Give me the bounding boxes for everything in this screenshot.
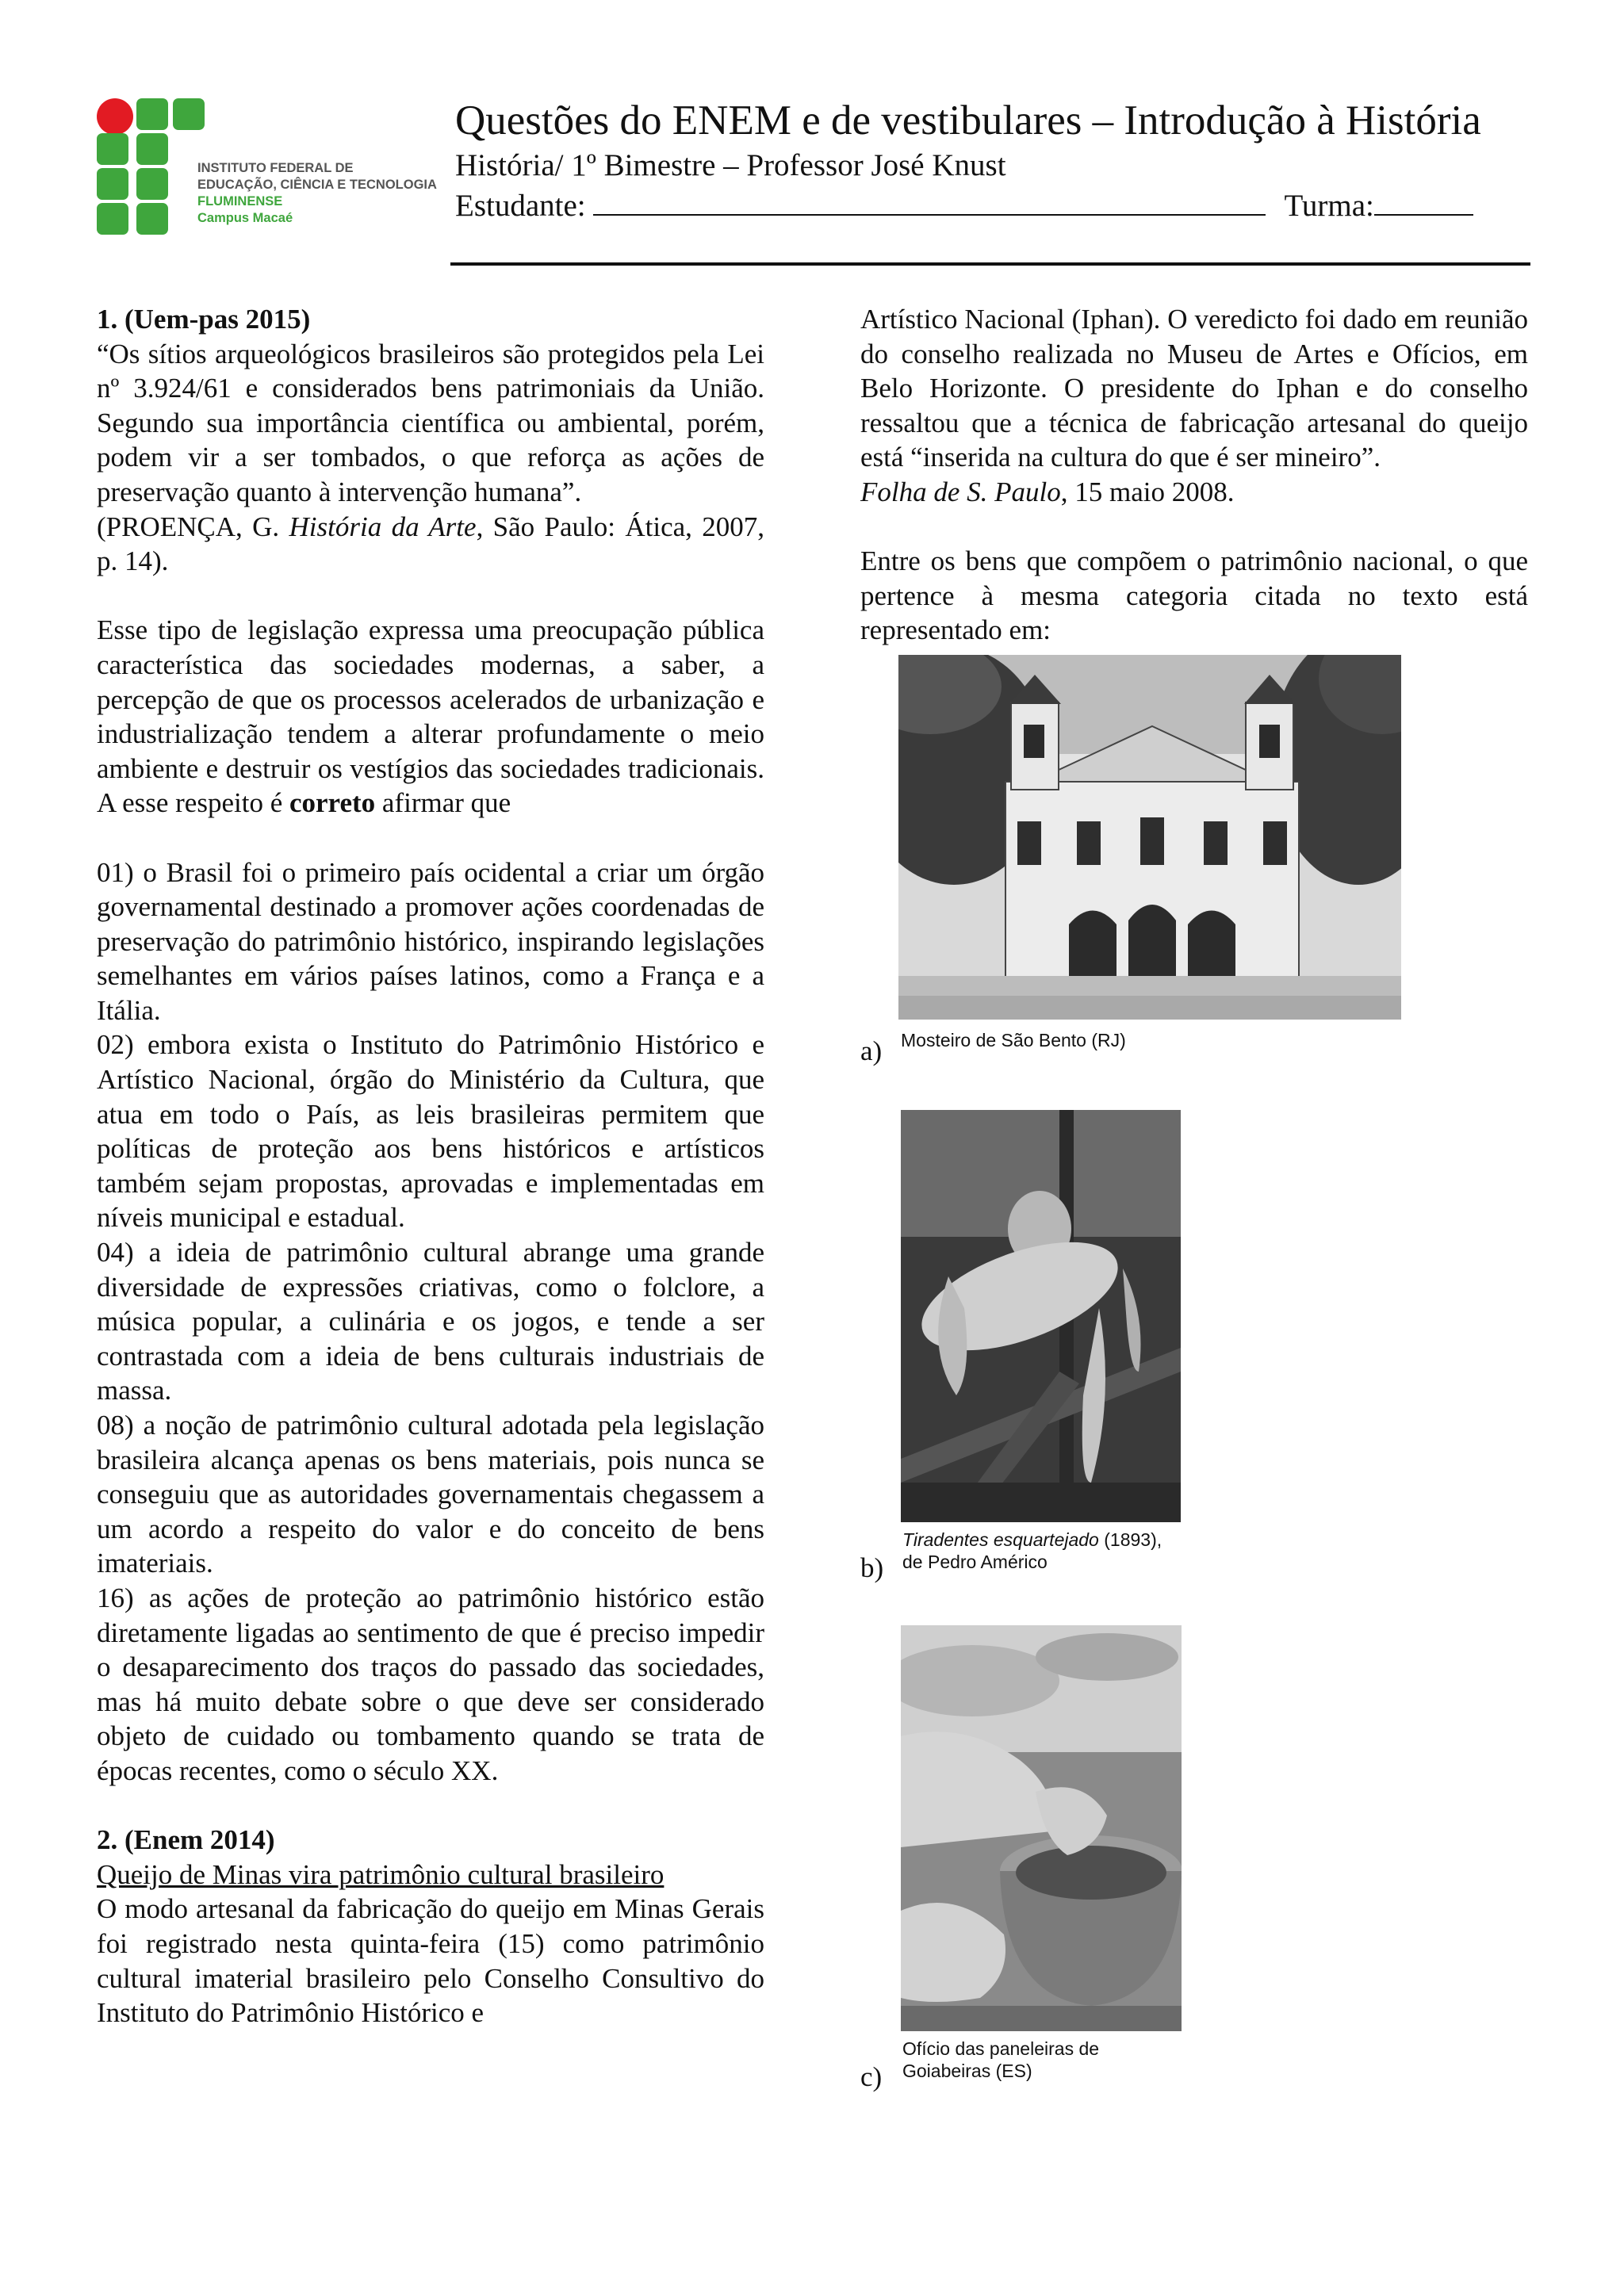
document-title: Questões do ENEM e de vestibulares – Introdução à História	[455, 98, 1481, 144]
q2-article-title: Queijo de Minas vira patrimônio cultural brasileiro	[97, 1858, 665, 1890]
option-number: 16)	[97, 1582, 134, 1613]
option-number: 08)	[97, 1410, 134, 1441]
left-column	[97, 302, 764, 2030]
photo-mosteiro-sao-bento	[898, 655, 1401, 1020]
option-number: 02)	[97, 1029, 134, 1061]
q1-option-08[interactable]: 08) a noção de patrimônio cultural adotada pela legislação brasileira alcança apenas os bens materiais, pois nunca se conseguiu que as autoridades governamentais chegassem a um acordo a respeito do valor e do conceito de bens imateriais.	[97, 1410, 764, 1579]
option-c-caption: Ofício das paneleiras de Goiabeiras (ES)	[902, 2038, 1100, 2081]
student-name-field[interactable]	[593, 186, 1266, 216]
document-subtitle: História/ 1º Bimestre – Professor José Knust	[455, 148, 1006, 182]
option-number: 04)	[97, 1237, 134, 1269]
q1-source: (PROENÇA, G. História da Arte, São Paulo: Ática, 2007, p. 14).	[97, 511, 764, 577]
q1-option-02[interactable]: 02) embora exista o Instituto do Patrimônio Histórico e Artístico Nacional, órgão do Ministério da Cultura, que atua em todo o País, as leis brasileiras permitem que políticas de proteção aos bens históricos e artísticos também sejam propostas, aprovadas e implementadas em níveis municipal e estadual.	[97, 1029, 764, 1234]
option-b-caption: Tiradentes esquartejado (1893), de Pedro Américo	[902, 1529, 1162, 1572]
q1-prompt: Esse tipo de legislação expressa uma preocupação pública característica das sociedades modernas, a saber, a percepção de que os processos acelerados de urbanização e industrialização tendem a alterar profundamente o meio ambiente e destruir os vestígios das sociedades tradicionais. A esse respeito é correto afirmar que	[97, 614, 764, 819]
q2-article-text-continued: Artístico Nacional (Iphan). O veredicto foi dado em reunião do conselho realizada no Museu de Artes e Ofícios, em Belo Horizonte. O presidente do Iphan e do conselho ressaltou que a técnica de fabricação artesanal do queijo está “inserida na cultura do que é ser mineiro”.	[860, 304, 1528, 473]
q2-heading: 2. (Enem 2014)	[97, 1824, 275, 1856]
institution-name: INSTITUTO FEDERAL DE EDUCAÇÃO, CIÊNCIA E TECNOLOGIA FLUMINENSE Campus Macaé	[197, 161, 437, 225]
option-c-letter: c)	[860, 2061, 883, 2092]
option-a-caption: Mosteiro de São Bento (RJ)	[901, 1030, 1126, 1050]
institution-logo	[97, 98, 437, 235]
q2-prompt: Entre os bens que compõem o patrimônio nacional, o que pertence à mesma categoria citada no texto está representado em:	[860, 545, 1528, 646]
option-b-letter: b)	[860, 1552, 884, 1583]
class-field[interactable]	[1374, 186, 1473, 216]
student-label: Estudante:	[455, 189, 586, 223]
q1-option-04[interactable]: 04) a ideia de patrimônio cultural abrange uma grande diversidade de expressões criativas, como o folclore, a música popular, a culinária e os jogos, e tende a ser contrastada com a ideia de bens culturais industriais de massa.	[97, 1237, 764, 1406]
right-column	[860, 302, 1528, 648]
class-label: Turma:	[1284, 189, 1374, 223]
q1-option-01[interactable]: 01) o Brasil foi o primeiro país ocidental a criar um órgão governamental destinado a promover ações coordenadas de preservação do patrimônio histórico, inspirando legislações semelhantes em vários países latinos, como a França e a Itália.	[97, 856, 765, 1026]
q1-heading: 1. (Uem-pas 2015)	[97, 304, 311, 335]
q1-quote: “Os sítios arqueológicos brasileiros são protegidos pela Lei nº 3.924/61 e considerados bens patrimoniais da União. Segundo sua importância científica ou ambiental, porém, podem vir a ser tombados, o que reforça as ações de preservação quanto à intervenção humana”.	[97, 338, 764, 507]
q2-source: Folha de S. Paulo, 15 maio 2008.	[860, 476, 1235, 507]
header-divider	[450, 262, 1530, 266]
option-number: 01)	[97, 856, 134, 888]
q2-article-text: O modo artesanal da fabricação do queijo em Minas Gerais foi registrado nesta quinta-feira (15) como patrimônio cultural imaterial brasileiro pelo Conselho Consultivo do Instituto do Patrimônio Histórico e	[97, 1893, 764, 2029]
photo-oficio-paneleiras	[901, 1625, 1182, 2031]
logo-red-circle	[97, 98, 133, 135]
painting-tiradentes-esquartejado	[901, 1110, 1181, 1522]
student-line	[455, 186, 1473, 225]
option-a-letter: a)	[860, 1035, 883, 1066]
q1-option-16[interactable]: 16) as ações de proteção ao patrimônio histórico estão diretamente ligadas ao sentimento de que é preciso impedir o desaparecimento dos traços do passado das sociedades, mas há muito debate sobre o que deve ser considerado objeto de cuidado ou tombamento quando se trata de épocas recentes, como o século XX.	[97, 1582, 765, 1786]
